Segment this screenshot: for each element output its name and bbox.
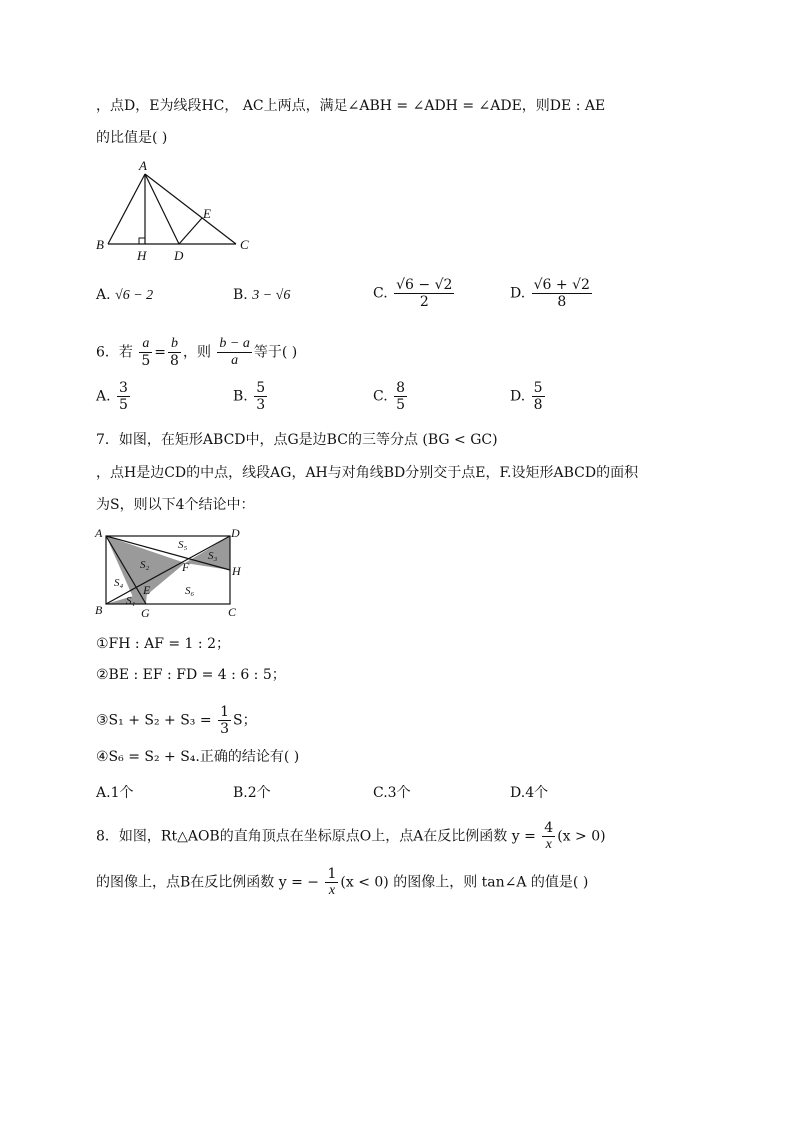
label-g: G [141,606,150,620]
label-s3: S₃ [208,550,218,562]
fraction-1-over-x: $\frac{1}{x}$ [327,866,337,898]
right-angle-mark [139,238,145,244]
q7-option-a[interactable]: A.1个 [96,785,134,801]
q7-statement-1: ①FH : AF = 1 : 2； [96,636,230,652]
label-c: C [240,237,249,252]
label-a: A [139,158,147,173]
segment-ac [145,174,236,244]
segment-de [179,218,202,244]
fraction-one-third: $\frac{1}{3}$ [220,704,229,737]
label-e: E [143,583,151,597]
q7-option-c[interactable]: C.3个 [373,785,411,801]
q7-option-d[interactable]: D.4个 [510,785,549,801]
q7-statement-2: ②BE : EF : FD = 4 : 6 : 5； [96,667,286,683]
q6-option-d[interactable]: D. $\frac{5}{8}$ [510,380,543,413]
label-b: B [96,237,104,252]
q6-stem: 6．若 $\frac{a}{5}$ = $\frac{b}{8}$ ，则 $\frac{b - a}{a}$ 等于( ) [96,336,298,369]
q5-option-c[interactable]: C. $\frac{√6 - √2}{2}$ [373,277,453,310]
segment-ad [145,174,179,244]
label-c: C [228,605,237,619]
label-s6: S₆ [185,585,195,597]
label-f: F [182,560,190,574]
q7-statement-3: ③S₁ + S₂ + S₃ = $\frac{1}{3}$ S； [96,704,257,737]
label-s4: S₄ [114,577,124,589]
q5-option-d[interactable]: D. $\frac{√6 + √2}{8}$ [510,277,590,310]
fraction-b-minus-a-over-a: $\frac{b - a}{a}$ [219,336,250,368]
label-h: H [137,248,147,263]
fraction: $\frac{√6 + √2}{8}$ [533,277,590,310]
label-d: D [231,526,240,540]
q6-option-a[interactable]: A. $\frac{3}{5}$ [96,380,128,413]
label-e: E [203,206,211,221]
fraction-a-over-5: $\frac{a}{5}$ [141,336,151,369]
fraction: $\frac{√6 - √2}{2}$ [396,277,453,310]
q7-stem-line3: 为S，则以下4个结论中： [96,497,255,513]
q7-stem-line2: ，点H是边CD的中点，线段AG，AH与对角线BD分别交于点E，F.设矩形ABCD的面积 [96,465,639,481]
q7-statement-4: ④S₆ = S₂ + S₄.正确的结论有( ) [96,749,300,765]
q8-stem-line1: 8．如图，Rt△AOB的直角顶点在坐标原点O上，点A在反比例函数 y = $\frac{4}{x}$ (x > 0) [96,820,606,852]
q5-stem-line1: ，点D，E为线段HC， AC上两点，满足∠ABH = ∠ADH = ∠ADE，则DE : AE [96,98,606,114]
fraction-4-over-x: $\frac{4}{x}$ [544,820,554,852]
label-s2: S₂ [140,559,150,571]
label-a: A [95,526,103,540]
q6-option-b[interactable]: B. $\frac{5}{3}$ [233,380,266,413]
q5-stem-line2: 的比值是( ) [96,130,168,146]
fraction-b-over-8: $\frac{b}{8}$ [170,336,179,369]
label-d: D [174,248,184,263]
q5-option-b[interactable]: B. 3 − √6 [233,287,291,303]
label-b: B [95,603,103,617]
q6-option-c[interactable]: C. $\frac{8}{5}$ [373,380,406,413]
q5-option-a[interactable]: A. √6 − 2 [96,287,154,303]
segment-ab [108,174,145,244]
q5-triangle-figure [90,156,260,266]
label-s5: S₅ [178,539,188,551]
q7-option-b[interactable]: B.2个 [233,785,271,801]
label-h: H [232,564,241,578]
q8-stem-line2: 的图像上，点B在反比例函数 y = − $\frac{1}{x}$ (x < 0) 的图像上，则 tan∠A 的值是( ) [96,866,589,898]
q7-rectangle-figure [90,524,250,620]
label-s1: S₁ [126,595,136,607]
q7-stem-line1: 7．如图，在矩形ABCD中，点G是边BC的三等分点 (BG < GC) [96,432,498,448]
